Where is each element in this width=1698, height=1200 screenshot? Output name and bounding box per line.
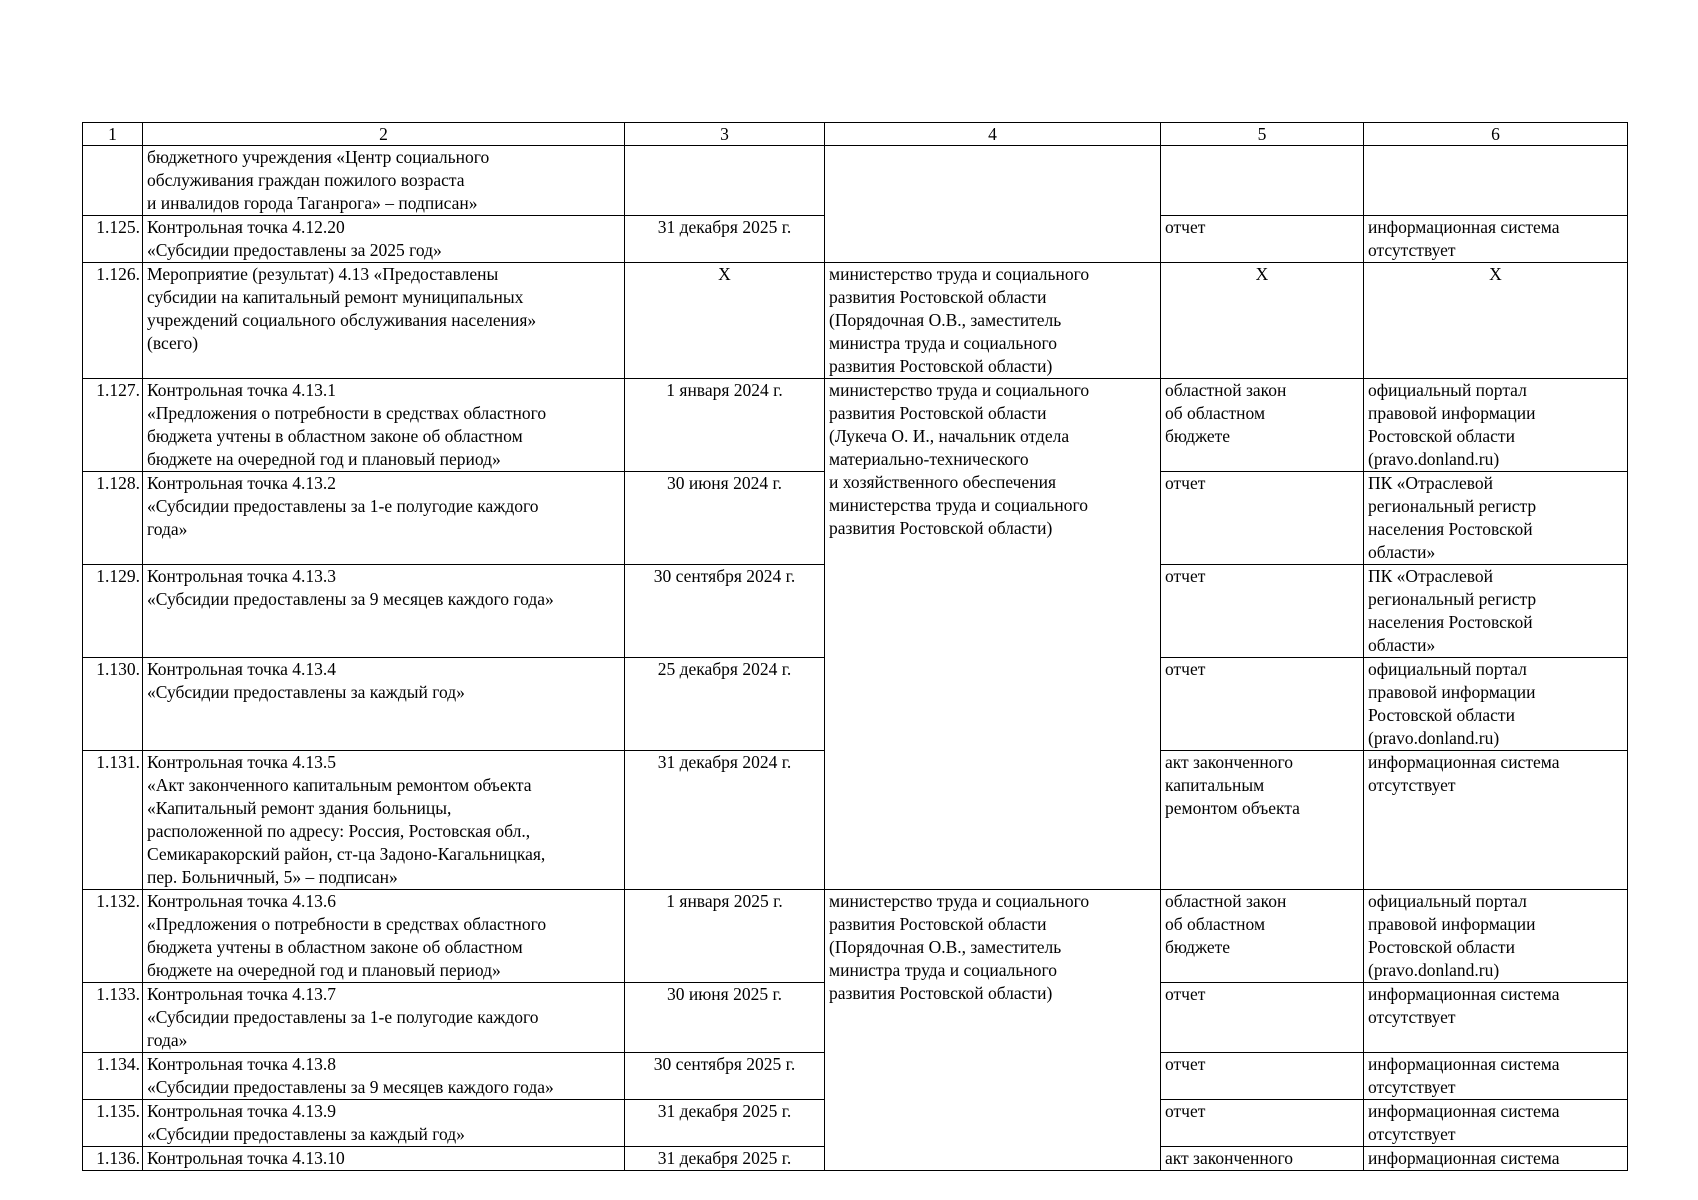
column-number-2: 2 [143,123,625,146]
row-document-type: отчет [1161,565,1364,658]
row-number: 1.127. [83,379,143,472]
row-number: 1.134. [83,1053,143,1100]
row-name: Контрольная точка 4.13.7 «Субсидии предоставлены за 1-е полугодие каждого года» [143,983,625,1053]
table-row [83,146,1628,216]
row-date: X [625,263,825,379]
row-responsible: министерство труда и социального развития Ростовской области (Порядочная О.В., заместитель министра труда и социального развития Ростовской области) [825,890,1161,1171]
control-points-table [82,122,1628,1171]
row-information-system: X [1364,263,1628,379]
table-row [83,263,1628,379]
row-document-type [1161,146,1364,216]
row-date: 31 декабря 2024 г. [625,751,825,890]
row-name: Мероприятие (результат) 4.13 «Предоставлены субсидии на капитальный ремонт муниципальных учреждений социального обслуживания населения» (всего) [143,263,625,379]
row-information-system: информационная система отсутствует [1364,751,1628,890]
row-responsible [825,146,1161,263]
row-information-system: официальный портал правовой информации Ростовской области (pravo.donland.ru) [1364,890,1628,983]
row-name: Контрольная точка 4.13.6 «Предложения о потребности в средствах областного бюджета учтены в областном законе об областном бюджете на очередной год и плановый период» [143,890,625,983]
row-information-system: официальный портал правовой информации Ростовской области (pravo.donland.ru) [1364,658,1628,751]
row-date: 25 декабря 2024 г. [625,658,825,751]
row-name: Контрольная точка 4.13.2 «Субсидии предоставлены за 1-е полугодие каждого года» [143,472,625,565]
row-date: 31 декабря 2025 г. [625,1147,825,1171]
row-date [625,146,825,216]
row-name: Контрольная точка 4.13.3 «Субсидии предоставлены за 9 месяцев каждого года» [143,565,625,658]
row-number [83,146,143,216]
row-information-system: информационная система отсутствует [1364,216,1628,263]
row-document-type: областной закон об областном бюджете [1161,890,1364,983]
row-date: 1 января 2024 г. [625,379,825,472]
column-number-5: 5 [1161,123,1364,146]
row-name: Контрольная точка 4.13.9 «Субсидии предоставлены за каждый год» [143,1100,625,1147]
row-document-type: отчет [1161,216,1364,263]
row-responsible: министерство труда и социального развития Ростовской области (Лукеча О. И., начальник отдела материально-технического и хозяйственного обеспечения министерства труда и социального развития Ростовской области) [825,379,1161,890]
row-document-type: X [1161,263,1364,379]
row-date: 30 сентября 2025 г. [625,1053,825,1100]
row-document-type: отчет [1161,658,1364,751]
row-document-type: отчет [1161,1053,1364,1100]
row-information-system: информационная система отсутствует [1364,983,1628,1053]
column-number-6: 6 [1364,123,1628,146]
row-date: 30 июня 2025 г. [625,983,825,1053]
row-date: 30 сентября 2024 г. [625,565,825,658]
row-number: 1.133. [83,983,143,1053]
row-name: бюджетного учреждения «Центр социального обслуживания граждан пожилого возраста и инвалидов города Таганрога» – подписан» [143,146,625,216]
row-information-system: информационная система отсутствует [1364,1053,1628,1100]
row-number: 1.128. [83,472,143,565]
row-information-system: ПК «Отраслевой региональный регистр населения Ростовской области» [1364,472,1628,565]
row-document-type: акт законченного капитальным ремонтом объекта [1161,751,1364,890]
column-number-row [83,123,1628,146]
row-number: 1.130. [83,658,143,751]
row-information-system: официальный портал правовой информации Ростовской области (pravo.donland.ru) [1364,379,1628,472]
row-date: 31 декабря 2025 г. [625,1100,825,1147]
row-document-type: отчет [1161,472,1364,565]
row-name: Контрольная точка 4.13.10 [143,1147,625,1171]
row-name: Контрольная точка 4.12.20 «Субсидии предоставлены за 2025 год» [143,216,625,263]
row-document-type: областной закон об областном бюджете [1161,379,1364,472]
row-document-type: отчет [1161,1100,1364,1147]
column-number-1: 1 [83,123,143,146]
row-information-system: информационная система [1364,1147,1628,1171]
column-number-3: 3 [625,123,825,146]
table-row [83,890,1628,983]
row-information-system: ПК «Отраслевой региональный регистр населения Ростовской области» [1364,565,1628,658]
row-name: Контрольная точка 4.13.8 «Субсидии предоставлены за 9 месяцев каждого года» [143,1053,625,1100]
table-row [83,379,1628,472]
row-name: Контрольная точка 4.13.4 «Субсидии предоставлены за каждый год» [143,658,625,751]
row-date: 31 декабря 2025 г. [625,216,825,263]
row-name: Контрольная точка 4.13.5 «Акт законченного капитальным ремонтом объекта «Капитальный ремонт здания больницы, расположенной по адресу: Россия, Ростовская обл., Семикаракорский район, ст-ца Задоно-Кагальницкая, пер. Больничный, 5» – подписан» [143,751,625,890]
row-document-type: акт законченного [1161,1147,1364,1171]
row-number: 1.132. [83,890,143,983]
row-date: 1 января 2025 г. [625,890,825,983]
row-number: 1.126. [83,263,143,379]
row-number: 1.135. [83,1100,143,1147]
row-information-system [1364,146,1628,216]
row-number: 1.131. [83,751,143,890]
row-information-system: информационная система отсутствует [1364,1100,1628,1147]
row-number: 1.125. [83,216,143,263]
row-document-type: отчет [1161,983,1364,1053]
row-date: 30 июня 2024 г. [625,472,825,565]
row-responsible: министерство труда и социального развития Ростовской области (Порядочная О.В., заместитель министра труда и социального развития Ростовской области) [825,263,1161,379]
row-number: 1.136. [83,1147,143,1171]
row-number: 1.129. [83,565,143,658]
row-name: Контрольная точка 4.13.1 «Предложения о потребности в средствах областного бюджета учтены в областном законе об областном бюджете на очередной год и плановый период» [143,379,625,472]
column-number-4: 4 [825,123,1161,146]
